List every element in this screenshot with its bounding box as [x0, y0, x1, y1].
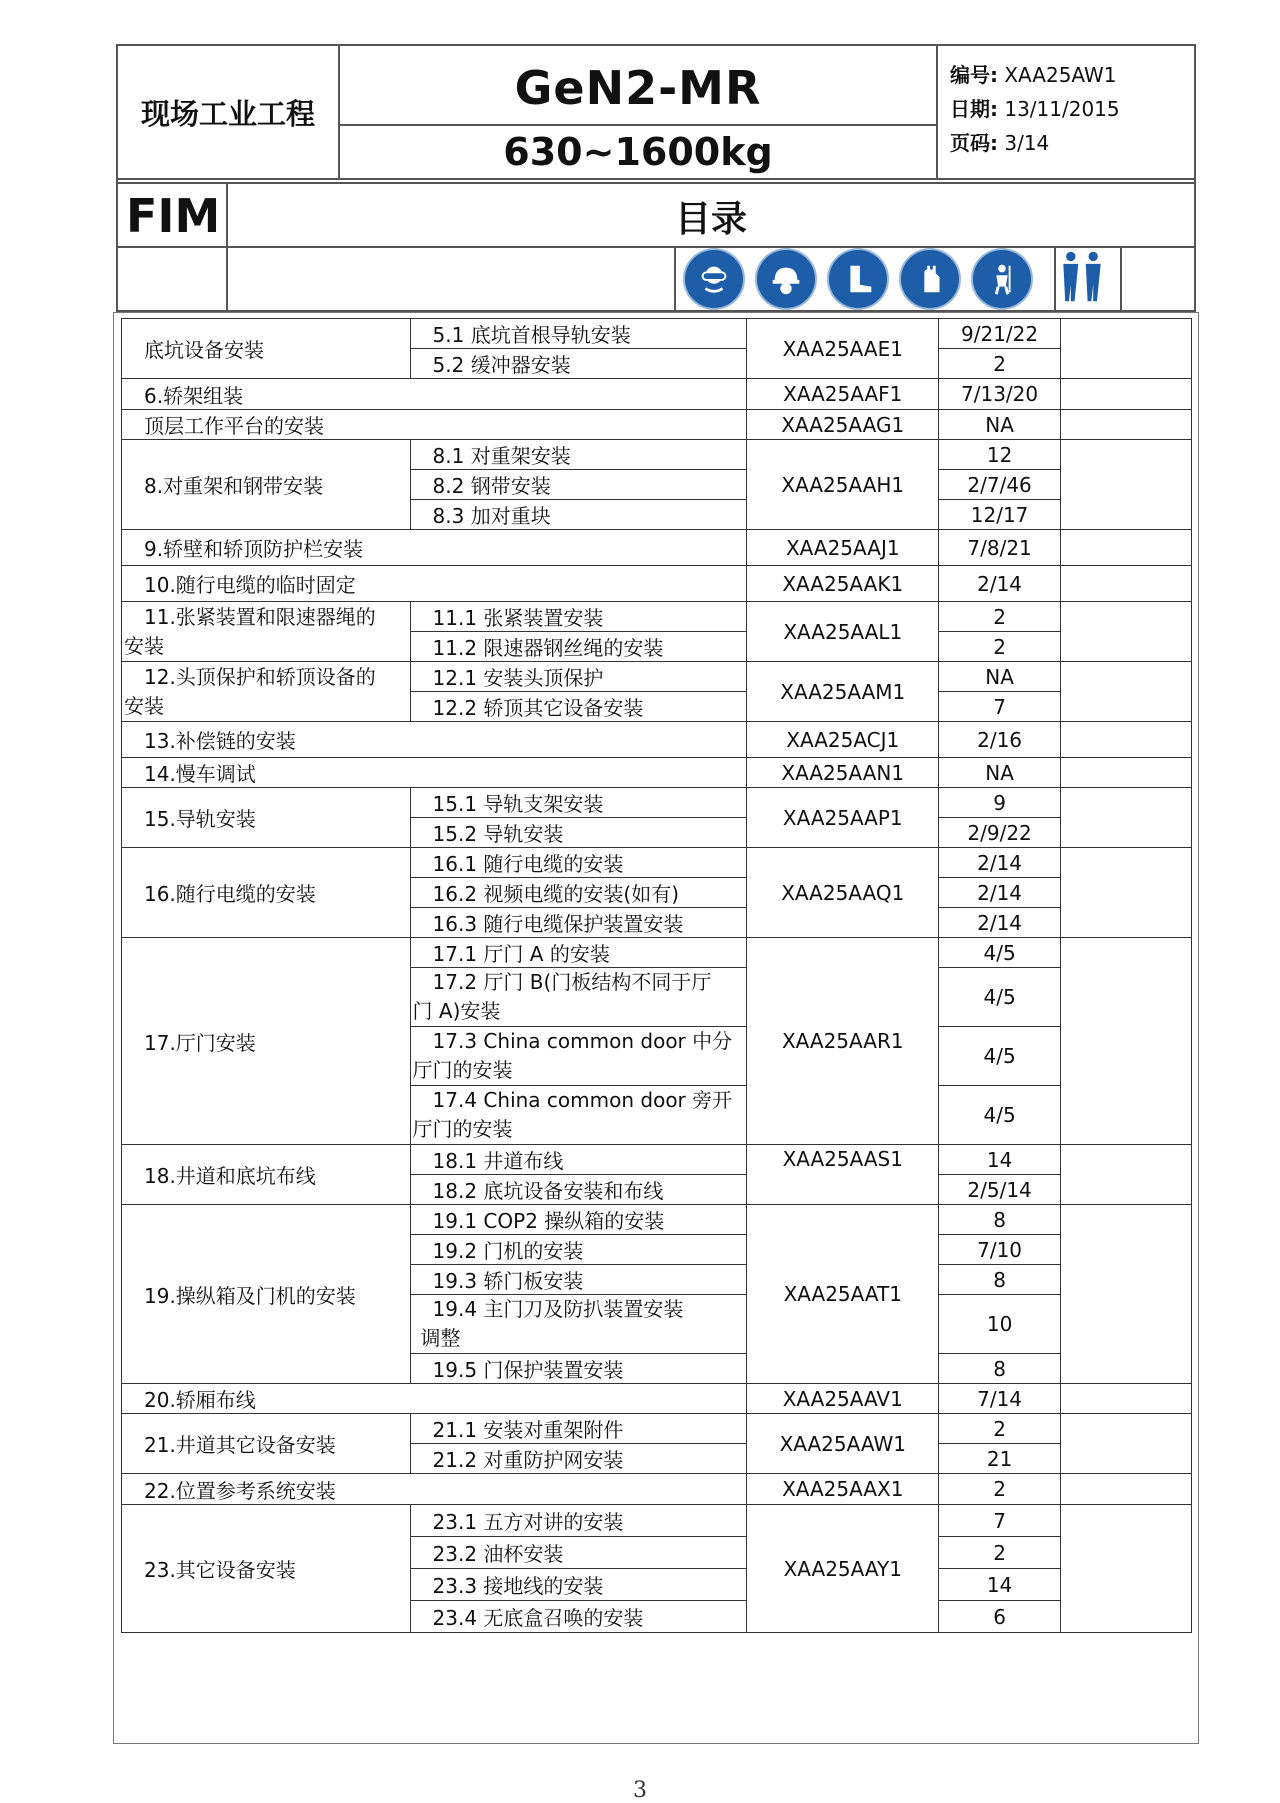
- page-number: 3: [633, 1778, 647, 1803]
- section-title: 15.2 导轨安装: [410, 818, 747, 848]
- section-title: 21.1 安装对重架附件: [410, 1414, 747, 1444]
- number-value: XAA25AW1: [1004, 63, 1117, 87]
- section-title: 23.2 油杯安装: [410, 1537, 747, 1569]
- section-title: 8.2 钢带安装: [410, 470, 747, 500]
- page-ref: 4/5: [939, 1086, 1060, 1145]
- section-title: 23.1 五方对讲的安装: [410, 1505, 747, 1537]
- section-title: 5.2 缓冲器安装: [410, 349, 747, 379]
- chapter-title: 15.导轨安装: [122, 788, 411, 848]
- section-title: 17.2 厅门 B(门板结构不同于厅 门 A)安装: [410, 968, 747, 1027]
- table-row: [122, 1414, 1192, 1444]
- document-number: XAA25AAR1: [747, 938, 939, 1145]
- table-row: [122, 1205, 1192, 1235]
- section-title: 12.2 轿顶其它设备安装: [410, 692, 747, 722]
- page-ref: 2/14: [939, 908, 1060, 938]
- page-ref: 8: [939, 1265, 1060, 1295]
- chapter-title: 9.轿壁和轿顶防护栏安装: [122, 530, 747, 566]
- document-number: XAA25AAT1: [747, 1205, 939, 1384]
- chapter-title: 18.井道和底坑布线: [122, 1145, 411, 1205]
- chapter-title: 16.随行电缆的安装: [122, 848, 411, 938]
- section-title: 8.3 加对重块: [410, 500, 747, 530]
- table-row: [122, 319, 1192, 349]
- section-title: 19.4 主门刀及防扒装置安装 调整: [410, 1295, 747, 1354]
- page-ref: 9: [939, 788, 1060, 818]
- table-row: [122, 1505, 1192, 1537]
- table-row: [122, 788, 1192, 818]
- page-ref: 4/5: [939, 968, 1060, 1027]
- chapter-title: 13.补偿链的安装: [122, 722, 747, 758]
- table-row: [122, 722, 1192, 758]
- chapter-title: 22.位置参考系统安装: [122, 1474, 747, 1505]
- page-ref: 12: [939, 440, 1060, 470]
- section-title: 5.1 底坑首根导轨安装: [410, 319, 747, 349]
- fim-label: FIM: [126, 189, 221, 243]
- page-ref: 7/14: [939, 1384, 1060, 1414]
- document-number: XAA25AAQ1: [747, 848, 939, 938]
- chapter-title: 21.井道其它设备安装: [122, 1414, 411, 1474]
- page-label: 页码:: [950, 131, 998, 155]
- section-title: 17.4 China common door 旁开 厅门的安装: [410, 1086, 747, 1145]
- section-title: 18.2 底坑设备安装和布线: [410, 1175, 747, 1205]
- number-label: 编号:: [950, 63, 998, 87]
- table-row: [122, 758, 1192, 788]
- page-value: 3/14: [1004, 131, 1050, 155]
- chapter-title: 12.头顶保护和轿顶设备的 安装: [122, 662, 411, 722]
- section-title: 8.1 对重架安装: [410, 440, 747, 470]
- section-title: 18.1 井道布线: [410, 1145, 747, 1175]
- document-meta: [950, 58, 1190, 178]
- page-ref: 7/8/21: [939, 530, 1060, 566]
- table-row: [122, 1384, 1192, 1414]
- page-ref: 2/7/46: [939, 470, 1060, 500]
- document-number: XAA25AAS1: [747, 1145, 939, 1205]
- table-row: [122, 410, 1192, 440]
- table-row: [122, 440, 1192, 470]
- section-title: 16.1 随行电缆的安装: [410, 848, 747, 878]
- chapter-title: 6.轿架组装: [122, 379, 747, 410]
- page-ref: 2: [939, 632, 1060, 662]
- safety-harness-icon: [973, 250, 1031, 308]
- page-ref: 7/10: [939, 1235, 1060, 1265]
- document-header: [116, 44, 1196, 312]
- document-number: XAA25AAJ1: [747, 530, 939, 566]
- section-title: 17.3 China common door 中分 厅门的安装: [410, 1027, 747, 1086]
- chapter-title: 8.对重架和钢带安装: [122, 440, 411, 530]
- ppe-icon-strip: [678, 246, 1138, 312]
- page-ref: 8: [939, 1354, 1060, 1384]
- section-title: 19.2 门机的安装: [410, 1235, 747, 1265]
- chapter-title: 17.厅门安装: [122, 938, 411, 1145]
- section-title: 23.3 接地线的安装: [410, 1569, 747, 1601]
- safety-goggles-icon: [685, 250, 743, 308]
- load-capacity: 630~1600kg: [503, 130, 773, 174]
- page-ref: 10: [939, 1295, 1060, 1354]
- table-row: [122, 602, 1192, 632]
- section-title: 12.1 安装头顶保护: [410, 662, 747, 692]
- table-row: [122, 662, 1192, 692]
- safety-gloves-icon: [901, 250, 959, 308]
- table-row: [122, 848, 1192, 878]
- table-row: [122, 1145, 1192, 1175]
- chapter-title: 19.操纵箱及门机的安装: [122, 1205, 411, 1384]
- page-ref: 2: [939, 602, 1060, 632]
- chapter-title: 14.慢车调试: [122, 758, 747, 788]
- date-label: 日期:: [950, 97, 998, 121]
- document-number: XAA25AAX1: [747, 1474, 939, 1505]
- chapter-title: 11.张紧装置和限速器绳的 安装: [122, 602, 411, 662]
- section-title: 17.1 厅门 A 的安装: [410, 938, 747, 968]
- document-number: XAA25AAV1: [747, 1384, 939, 1414]
- section-title: 19.3 轿门板安装: [410, 1265, 747, 1295]
- section-title: 16.3 随行电缆保护装置安装: [410, 908, 747, 938]
- page-ref: 4/5: [939, 1027, 1060, 1086]
- document-number: XAA25AAF1: [747, 379, 939, 410]
- table-row: [122, 566, 1192, 602]
- document-number: XAA25AAM1: [747, 662, 939, 722]
- section-title: 15.1 导轨支架安装: [410, 788, 747, 818]
- document-number: XAA25AAL1: [747, 602, 939, 662]
- section-title: 19.5 门保护装置安装: [410, 1354, 747, 1384]
- page-ref: 2: [939, 1414, 1060, 1444]
- section-title: 21.2 对重防护网安装: [410, 1444, 747, 1474]
- section-title: 23.4 无底盒召唤的安装: [410, 1601, 747, 1633]
- page-ref: 7: [939, 692, 1060, 722]
- page-ref: NA: [939, 662, 1060, 692]
- page-ref: 2/14: [939, 566, 1060, 602]
- chapter-title: 顶层工作平台的安装: [122, 410, 747, 440]
- page-ref: NA: [939, 410, 1060, 440]
- page-ref: 14: [939, 1145, 1060, 1175]
- table-row: [122, 1474, 1192, 1505]
- document-number: XAA25AAN1: [747, 758, 939, 788]
- page-ref: NA: [939, 758, 1060, 788]
- document-number: XAA25AAK1: [747, 566, 939, 602]
- company-name: 现场工业工程: [140, 96, 315, 131]
- page-ref: 7: [939, 1505, 1060, 1537]
- page-ref: 14: [939, 1569, 1060, 1601]
- page-ref: 2: [939, 1474, 1060, 1505]
- page-ref: 8: [939, 1205, 1060, 1235]
- section-title: 11.2 限速器钢丝绳的安装: [410, 632, 747, 662]
- hard-hat-icon: [757, 250, 815, 308]
- table-row: [122, 938, 1192, 968]
- page-ref: 12/17: [939, 500, 1060, 530]
- table-row: [122, 530, 1192, 566]
- document-number: XAA25AAY1: [747, 1505, 939, 1633]
- page-ref: 7/13/20: [939, 379, 1060, 410]
- date-value: 13/11/2015: [1004, 97, 1120, 121]
- page-ref: 21: [939, 1444, 1060, 1474]
- page-ref: 9/21/22: [939, 319, 1060, 349]
- document-number: XAA25AAW1: [747, 1414, 939, 1474]
- chapter-title: 20.轿厢布线: [122, 1384, 747, 1414]
- section-title: 11.1 张紧装置安装: [410, 602, 747, 632]
- section-title: 16.2 视频电缆的安装(如有): [410, 878, 747, 908]
- page-ref: 2/9/22: [939, 818, 1060, 848]
- chapter-title: 底坑设备安装: [122, 319, 411, 379]
- page-ref: 2/5/14: [939, 1175, 1060, 1205]
- page-ref: 2: [939, 1537, 1060, 1569]
- document-number: XAA25AAH1: [747, 440, 939, 530]
- table-of-contents: [121, 318, 1192, 1633]
- safety-boots-icon: [829, 250, 887, 308]
- page-title: 目录: [674, 198, 747, 240]
- document-number: XAA25AAE1: [747, 319, 939, 379]
- page-ref: 2: [939, 349, 1060, 379]
- chapter-title: 10.随行电缆的临时固定: [122, 566, 747, 602]
- page-ref: 6: [939, 1601, 1060, 1633]
- page-ref: 2/14: [939, 878, 1060, 908]
- page-ref: 2/14: [939, 848, 1060, 878]
- two-person-icon: [1054, 248, 1110, 310]
- page-ref: 2/16: [939, 722, 1060, 758]
- document-number: XAA25ACJ1: [747, 722, 939, 758]
- document-number: XAA25AAG1: [747, 410, 939, 440]
- section-title: 19.1 COP2 操纵箱的安装: [410, 1205, 747, 1235]
- page-ref: 4/5: [939, 938, 1060, 968]
- chapter-title: 23.其它设备安装: [122, 1505, 411, 1633]
- document-number: XAA25AAP1: [747, 788, 939, 848]
- table-row: [122, 379, 1192, 410]
- product-model: GeN2-MR: [514, 61, 762, 115]
